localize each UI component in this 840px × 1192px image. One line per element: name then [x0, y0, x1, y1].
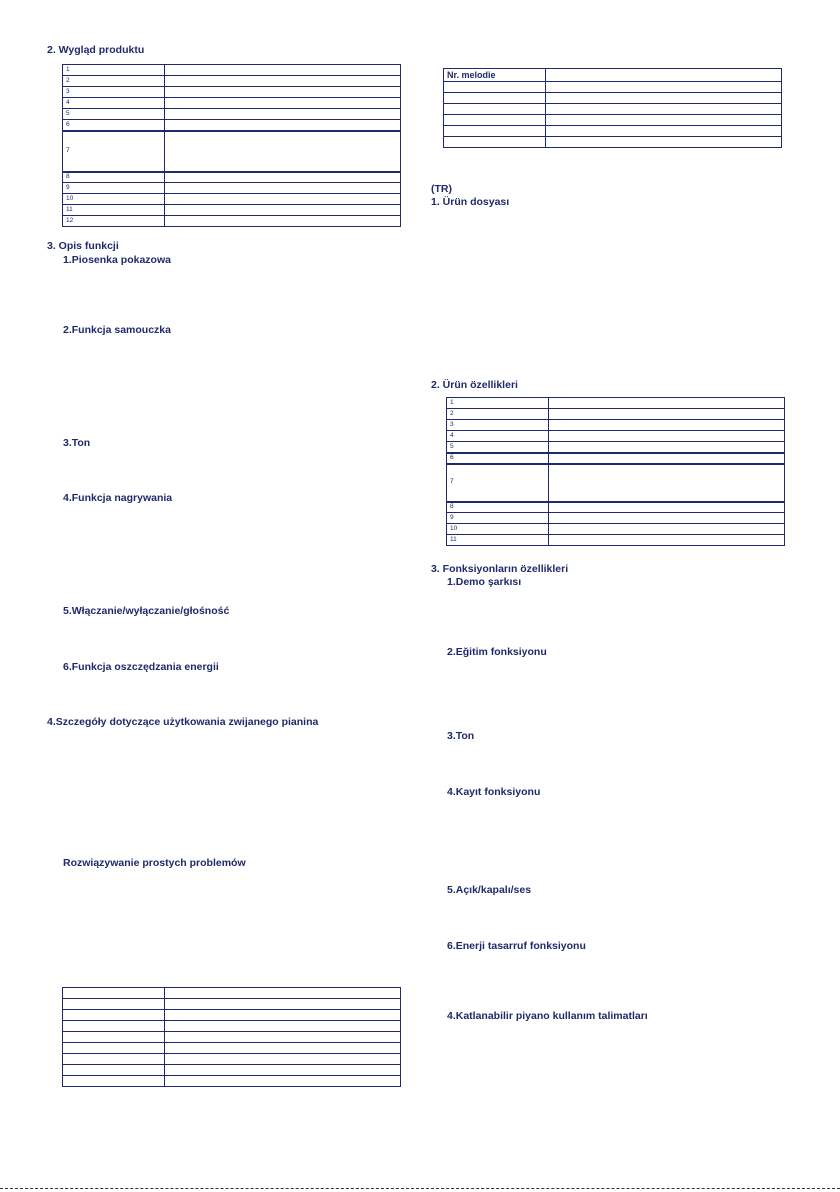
table-row	[447, 453, 785, 464]
table-row	[63, 205, 401, 216]
row-number: 11	[447, 535, 549, 546]
row-number: 2	[63, 76, 165, 87]
row-number: 4	[447, 431, 549, 442]
pl-appearance-table	[62, 64, 401, 227]
row-number: 7	[447, 464, 549, 502]
row-number: 6	[447, 453, 549, 464]
row-number: 1	[63, 65, 165, 76]
tr-usage-instructions-heading: 4.Katlanabilir piyano kullanım talimatları	[447, 1010, 648, 1022]
table-row	[63, 194, 401, 205]
table-row	[63, 1032, 401, 1043]
tr-function-energy-saving: 6.Enerji tasarruf fonksiyonu	[447, 940, 586, 952]
pl-function-tone: 3.Ton	[63, 437, 91, 449]
table-row	[444, 126, 782, 137]
row-number: 5	[447, 442, 549, 453]
pl-troubleshooting-heading: Rozwiązywanie prostych problemów	[63, 857, 246, 869]
table-row	[63, 172, 401, 183]
tr-function-demo: 1.Demo şarkısı	[447, 576, 522, 588]
pl-function-power-volume: 5.Włączanie/wyłączanie/głośność	[63, 605, 230, 617]
melody-header: Nr. melodie	[444, 69, 546, 82]
row-number: 12	[63, 216, 165, 227]
tr-functions-heading: 3. Fonksiyonların özellikleri	[431, 563, 569, 575]
pl-function-energy-saving: 6.Funkcja oszczędzania energii	[63, 661, 219, 673]
table-row	[63, 1010, 401, 1021]
table-row	[63, 76, 401, 87]
table-row	[63, 120, 401, 131]
table-row	[447, 442, 785, 453]
pl-function-recording: 4.Funkcja nagrywania	[63, 492, 173, 504]
pl-usage-details-heading: 4.Szczegóły dotyczące użytkowania zwijanego pianina	[47, 716, 319, 728]
tr-function-tone: 3.Ton	[447, 730, 475, 742]
tr-function-power-volume: 5.Açık/kapalı/ses	[447, 884, 532, 896]
row-number: 2	[447, 409, 549, 420]
row-number: 1	[447, 398, 549, 409]
row-number: 8	[447, 502, 549, 513]
row-number: 7	[63, 131, 165, 172]
row-number: 9	[63, 183, 165, 194]
table-row	[444, 104, 782, 115]
table-row	[447, 464, 785, 502]
table-row	[447, 535, 785, 546]
table-row	[63, 87, 401, 98]
table-row	[63, 65, 401, 76]
row-number: 10	[447, 524, 549, 535]
tr-product-file-heading: 1. Ürün dosyası	[431, 196, 510, 208]
table-row	[63, 1054, 401, 1065]
table-row	[444, 82, 782, 93]
table-row	[447, 409, 785, 420]
table-row	[63, 216, 401, 227]
table-row	[63, 109, 401, 120]
table-row	[63, 131, 401, 172]
tr-language-tag: (TR)	[431, 183, 452, 195]
table-row	[63, 1065, 401, 1076]
row-number: 10	[63, 194, 165, 205]
pl-function-tutorial: 2.Funkcja samouczka	[63, 324, 171, 336]
table-row	[444, 69, 782, 82]
melody-table	[443, 68, 782, 148]
pl-functions-heading: 3. Opis funkcji	[47, 240, 119, 252]
row-number: 3	[63, 87, 165, 98]
tr-features-heading: 2. Ürün özellikleri	[431, 379, 518, 391]
table-row	[63, 98, 401, 109]
row-number: 4	[63, 98, 165, 109]
table-row	[447, 524, 785, 535]
tr-function-training: 2.Eğitim fonksiyonu	[447, 646, 547, 658]
table-row	[63, 988, 401, 999]
tr-function-recording: 4.Kayıt fonksiyonu	[447, 786, 541, 798]
table-row	[444, 93, 782, 104]
table-row	[447, 431, 785, 442]
bottom-cut-line	[0, 1188, 840, 1189]
table-row	[63, 183, 401, 194]
tr-features-table	[446, 397, 785, 546]
row-number: 3	[447, 420, 549, 431]
table-row	[447, 513, 785, 524]
table-row	[63, 1043, 401, 1054]
table-row	[447, 502, 785, 513]
table-row	[447, 398, 785, 409]
row-number: 5	[63, 109, 165, 120]
table-row	[63, 1021, 401, 1032]
table-row	[444, 115, 782, 126]
row-number: 8	[63, 172, 165, 183]
row-number: 11	[63, 205, 165, 216]
table-row	[63, 999, 401, 1010]
row-number: 6	[63, 120, 165, 131]
row-number: 9	[447, 513, 549, 524]
table-row	[447, 420, 785, 431]
table-row	[444, 137, 782, 148]
pl-appearance-heading: 2. Wygląd produktu	[47, 44, 145, 56]
table-row	[63, 1076, 401, 1087]
pl-troubleshooting-table	[62, 987, 401, 1087]
pl-function-demo: 1.Piosenka pokazowa	[63, 254, 171, 266]
